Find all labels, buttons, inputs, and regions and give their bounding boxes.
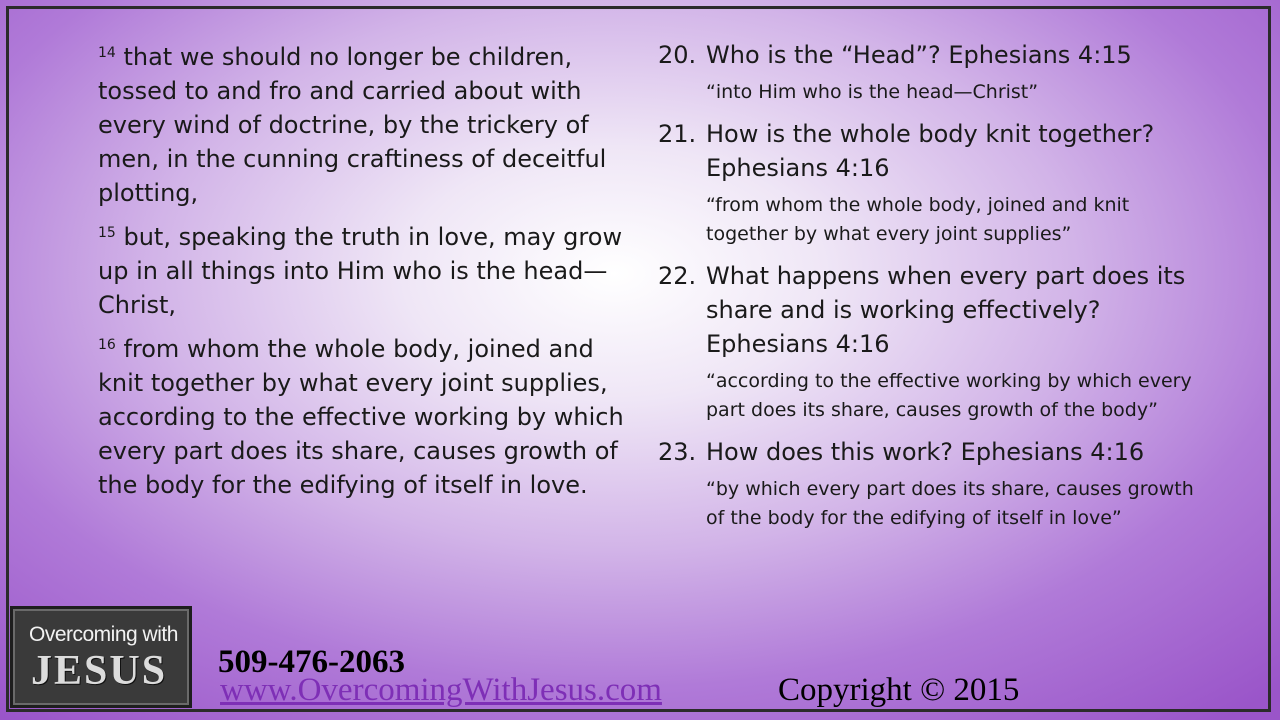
question-text: Who is the “Head”? Ephesians 4:15: [706, 41, 1132, 69]
question-text: How does this work? Ephesians 4:16: [706, 438, 1145, 466]
logo-line-1: Overcoming with: [29, 623, 178, 646]
website-link[interactable]: www.OvercomingWithJesus.com: [220, 672, 662, 708]
verse-16: [98, 332, 628, 502]
answer-23: “by which every part does its share, causes growth of the body for the edifying of itself in love”: [706, 478, 1194, 529]
question-21: [658, 117, 1198, 185]
question-20: [658, 38, 1198, 72]
verse-number: 15: [98, 225, 116, 241]
question-number: 22.: [658, 262, 697, 290]
overcoming-with-jesus-logo: [10, 606, 192, 708]
question-list: [658, 38, 1198, 543]
answer-21: “from whom the whole body, joined and knit together by what every joint supplies”: [706, 194, 1130, 245]
verse-14: [98, 40, 628, 210]
question-text: What happens when every part does its share and is working effectively? Ephesians 4:16: [706, 262, 1186, 358]
verse-text: from whom the whole body, joined and knit together by what every joint supplies, according to the effective working by which every part does its share, causes growth of the body for the edifying of itself in love.: [98, 335, 624, 499]
question-22: [658, 259, 1198, 361]
question-number: 20.: [658, 41, 697, 69]
scripture-passage: [98, 40, 628, 512]
question-number: 21.: [658, 120, 697, 148]
phone-number: 509-476-2063: [218, 644, 405, 680]
copyright-notice: Copyright © 2015: [778, 672, 1020, 708]
answer-22: “according to the effective working by which every part does its share, causes growth of the body”: [706, 370, 1192, 421]
logo-line-2: JESUS: [31, 648, 168, 694]
question-23: [658, 435, 1198, 469]
verse-text: but, speaking the truth in love, may grow up in all things into Him who is the head—Christ,: [98, 223, 623, 319]
question-text: How is the whole body knit together? Ephesians 4:16: [706, 120, 1155, 182]
question-number: 23.: [658, 438, 697, 466]
answer-20: “into Him who is the head—Christ”: [706, 81, 1039, 103]
verse-text: that we should no longer be children, tossed to and fro and carried about with every wind of doctrine, by the trickery of men, in the cunning craftiness of deceitful plotting,: [98, 43, 607, 207]
verse-15: [98, 220, 628, 322]
verse-number: 16: [98, 337, 116, 353]
verse-number: 14: [98, 45, 116, 61]
